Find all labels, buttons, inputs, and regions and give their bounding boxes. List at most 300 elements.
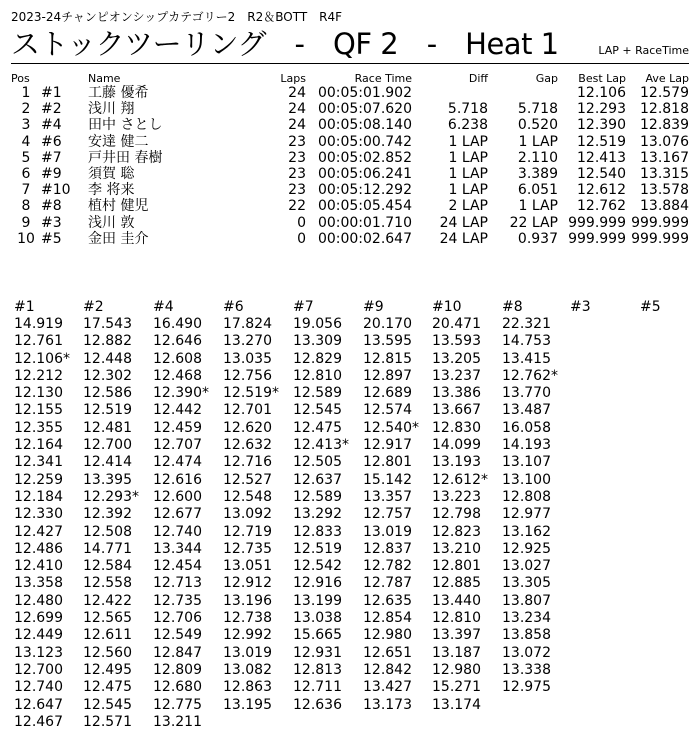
- result-no-cell: #10: [41, 182, 71, 199]
- lap-time: 13.807: [502, 592, 551, 609]
- lap-time: 12.106*: [14, 350, 70, 367]
- lap-time: 13.427: [363, 679, 412, 696]
- lap-time: 12.815: [363, 350, 412, 367]
- lap-time: 12.549: [153, 627, 202, 644]
- lap-time: 12.542: [293, 558, 342, 575]
- lap-time: 12.706: [153, 610, 202, 627]
- lap-time: 12.646: [153, 333, 202, 350]
- lap-time: 13.395: [83, 471, 132, 488]
- result-laps-cell: 24: [288, 85, 306, 102]
- lap-time: 13.162: [502, 523, 551, 540]
- result-diff-cell: [412, 85, 488, 101]
- result-time-cell: 00:05:12.292: [317, 182, 412, 199]
- lap-time: 14.919: [14, 316, 63, 332]
- result-row: [11, 117, 689, 133]
- lap-time: 12.330: [14, 506, 63, 523]
- result-best-cell: 12.106: [577, 85, 626, 102]
- lap-time: 12.823: [432, 523, 481, 540]
- lap-time: 13.309: [293, 333, 342, 350]
- result-gap-cell: 1 LAP: [518, 198, 558, 215]
- lap-column: [14, 298, 84, 731]
- lap-time: 13.092: [223, 506, 272, 523]
- lap-time: 13.357: [363, 488, 412, 505]
- lap-time: 12.735: [223, 540, 272, 557]
- col-ave-lap: Ave Lap: [645, 72, 689, 85]
- col-diff: Diff: [468, 72, 488, 85]
- lap-time: 12.830: [432, 419, 481, 436]
- lap-time: 12.589: [293, 488, 342, 505]
- lap-time: 12.689: [363, 385, 412, 402]
- lap-time: 12.448: [83, 350, 132, 367]
- lap-column-header: #3: [570, 299, 591, 315]
- result-pos-cell: 2: [21, 101, 31, 118]
- lap-time: 12.775: [153, 696, 202, 713]
- lap-time: 12.410: [14, 558, 63, 575]
- lap-time: 13.237: [432, 367, 481, 384]
- lap-time: 12.130: [14, 385, 63, 402]
- header-divider: [11, 63, 689, 64]
- result-no-cell: #8: [41, 198, 62, 215]
- result-gap-cell: 0.937: [517, 230, 558, 247]
- lap-time: 13.035: [223, 350, 272, 367]
- lap-time: 12.212: [14, 367, 63, 384]
- lap-time: 13.199: [293, 592, 342, 609]
- lap-time: 13.100: [502, 471, 551, 488]
- lap-column: [363, 298, 433, 714]
- lap-time: 12.897: [363, 367, 412, 384]
- result-row: [11, 85, 689, 101]
- result-time-cell: 00:00:02.647: [317, 230, 412, 247]
- result-diff-cell: 1 LAP: [448, 133, 488, 150]
- lap-time: 12.427: [14, 523, 63, 540]
- lap-time: 20.170: [363, 316, 412, 332]
- lap-time: 12.293*: [83, 488, 139, 505]
- lap-time: 12.574: [363, 402, 412, 419]
- lap-time: 12.980: [432, 661, 481, 678]
- lap-time: 15.665: [293, 627, 342, 644]
- lap-time: 13.667: [432, 402, 481, 419]
- result-row: [11, 150, 689, 166]
- lap-time: 12.735: [153, 592, 202, 609]
- lap-time: 13.858: [502, 627, 551, 644]
- lap-time: 22.321: [502, 316, 551, 332]
- lap-time: 12.719: [223, 523, 272, 540]
- lap-time: 12.302: [83, 367, 132, 384]
- result-gap-cell: 2.110: [517, 149, 558, 166]
- lap-column-header: #9: [363, 299, 384, 315]
- lap-time: 13.019: [363, 523, 412, 540]
- col-name: Name: [88, 72, 121, 85]
- lap-time: 12.164: [14, 437, 63, 454]
- result-ave-cell: 13.315: [640, 166, 689, 183]
- lap-time: 12.355: [14, 419, 63, 436]
- lap-time: 12.801: [363, 454, 412, 471]
- lap-time: 12.931: [293, 644, 342, 661]
- result-laps-cell: 24: [288, 117, 306, 134]
- result-name-cell: 安達 健二: [88, 133, 149, 150]
- lap-time: 13.415: [502, 350, 551, 367]
- result-pos-cell: 1: [21, 85, 31, 102]
- lap-time: 12.980: [363, 627, 412, 644]
- lap-column: [570, 298, 640, 316]
- result-diff-cell: 24 LAP: [439, 214, 488, 231]
- lap-time: 12.571: [83, 713, 132, 730]
- result-no-cell: #5: [41, 230, 62, 247]
- lap-column-header: #10: [432, 299, 462, 315]
- page-title: ストックツーリング - QF 2 - Heat 1: [11, 27, 559, 61]
- lap-time: 12.837: [363, 540, 412, 557]
- result-name-cell: 李 将来: [88, 182, 135, 199]
- lap-time: 12.798: [432, 506, 481, 523]
- lap-time: 12.545: [83, 696, 132, 713]
- lap-time: 12.677: [153, 506, 202, 523]
- event-subtitle: 2023-24チャンピオンシップカテゴリー2 R2＆BOTT R4F: [11, 10, 343, 24]
- result-no-cell: #6: [41, 133, 62, 150]
- result-time-cell: 00:05:00.742: [317, 133, 412, 150]
- lap-column-header: #5: [640, 299, 661, 315]
- results-header-row: [11, 70, 689, 85]
- lap-time: 12.611: [83, 627, 132, 644]
- lap-time: 13.223: [432, 488, 481, 505]
- result-no-cell: #3: [41, 214, 62, 231]
- lap-time: 12.810: [432, 610, 481, 627]
- lap-time: 12.560: [83, 644, 132, 661]
- lap-time: 12.468: [153, 367, 202, 384]
- result-name-cell: 金田 圭介: [88, 230, 149, 247]
- lap-time: 12.600: [153, 488, 202, 505]
- lap-time: 12.495: [83, 661, 132, 678]
- result-time-cell: 00:00:01.710: [317, 214, 412, 231]
- lap-time: 14.753: [502, 333, 551, 350]
- col-laps: Laps: [280, 72, 306, 85]
- lap-time: 13.187: [432, 644, 481, 661]
- result-no-cell: #1: [41, 85, 62, 102]
- lap-time: 12.680: [153, 679, 202, 696]
- lap-time: 12.459: [153, 419, 202, 436]
- lap-time: 12.508: [83, 523, 132, 540]
- lap-time: 12.616: [153, 471, 202, 488]
- lap-time: 13.019: [223, 644, 272, 661]
- lap-time: 12.829: [293, 350, 342, 367]
- result-row: [11, 182, 689, 198]
- result-pos-cell: 7: [21, 182, 31, 199]
- lap-time: 12.713: [153, 575, 202, 592]
- result-best-cell: 12.390: [577, 117, 626, 134]
- lap-time: 13.386: [432, 385, 481, 402]
- lap-column-header: #8: [502, 299, 523, 315]
- lap-column: [640, 298, 700, 316]
- lap-time: 12.422: [83, 592, 132, 609]
- result-ave-cell: 12.839: [640, 117, 689, 134]
- lap-column-header: #2: [83, 299, 104, 315]
- lap-time: 12.612*: [432, 471, 488, 488]
- lap-time: 14.193: [502, 437, 551, 454]
- result-name-cell: 浅川 敦: [88, 214, 135, 231]
- result-name-cell: 田中 さとし: [88, 117, 163, 134]
- lap-time: 12.481: [83, 419, 132, 436]
- result-ave-cell: 999.999: [631, 214, 689, 231]
- lap-time: 12.756: [223, 367, 272, 384]
- lap-time: 13.292: [293, 506, 342, 523]
- lap-time: 12.636: [293, 696, 342, 713]
- lap-time: 16.490: [153, 316, 202, 332]
- lap-time: 12.782: [363, 558, 412, 575]
- lap-column-header: #6: [223, 299, 244, 315]
- lap-column: [432, 298, 502, 714]
- lap-time: 17.543: [83, 316, 132, 332]
- lap-time: 12.701: [223, 402, 272, 419]
- lap-time: 12.833: [293, 523, 342, 540]
- lap-time: 12.586: [83, 385, 132, 402]
- lap-time: 12.608: [153, 350, 202, 367]
- result-diff-cell: 1 LAP: [448, 166, 488, 183]
- result-time-cell: 00:05:02.852: [317, 149, 412, 166]
- result-best-cell: 12.612: [577, 182, 626, 199]
- result-laps-cell: 0: [297, 214, 306, 231]
- lap-time: 12.711: [293, 679, 342, 696]
- result-gap-cell: 22 LAP: [509, 214, 558, 231]
- lap-time: 12.519*: [223, 385, 279, 402]
- lap-time: 12.589: [293, 385, 342, 402]
- lap-time: 12.992: [223, 627, 272, 644]
- lap-time: 12.762*: [502, 367, 558, 384]
- result-row: [11, 166, 689, 182]
- col-best-lap: Best Lap: [578, 72, 626, 85]
- lap-time: 12.916: [293, 575, 342, 592]
- lap-time: 12.414: [83, 454, 132, 471]
- result-diff-cell: 6.238: [447, 117, 488, 134]
- lap-time: 12.480: [14, 592, 63, 609]
- result-row: [11, 198, 689, 214]
- result-no-cell: #2: [41, 101, 62, 118]
- lap-time: 13.174: [432, 696, 481, 713]
- lap-time: 13.173: [363, 696, 412, 713]
- lap-time: 12.413*: [293, 437, 349, 454]
- result-best-cell: 999.999: [568, 230, 626, 247]
- result-gap-cell: 5.718: [517, 101, 558, 118]
- lap-time: 12.392: [83, 506, 132, 523]
- lap-time: 13.210: [432, 540, 481, 557]
- result-diff-cell: 5.718: [447, 101, 488, 118]
- lap-time: 12.565: [83, 610, 132, 627]
- result-gap-cell: 1 LAP: [518, 133, 558, 150]
- lap-time: 15.271: [432, 679, 481, 696]
- lap-time: 12.184: [14, 488, 63, 505]
- col-gap: Gap: [535, 72, 558, 85]
- lap-time: 16.058: [502, 419, 551, 436]
- lap-time: 12.912: [223, 575, 272, 592]
- result-pos-cell: 9: [21, 214, 31, 231]
- result-diff-cell: 1 LAP: [448, 182, 488, 199]
- lap-time: 13.338: [502, 661, 551, 678]
- lap-time: 12.341: [14, 454, 63, 471]
- lap-time: 13.593: [432, 333, 481, 350]
- lap-time: 12.527: [223, 471, 272, 488]
- result-diff-cell: 1 LAP: [448, 149, 488, 166]
- result-row: [11, 101, 689, 117]
- lap-time: 12.700: [83, 437, 132, 454]
- result-time-cell: 00:05:07.620: [317, 101, 412, 118]
- lap-time: 13.211: [153, 713, 202, 730]
- lap-time: 12.813: [293, 661, 342, 678]
- lap-column-header: #1: [14, 299, 35, 315]
- result-diff-cell: 24 LAP: [439, 230, 488, 247]
- lap-time: 12.651: [363, 644, 412, 661]
- lap-time: 12.699: [14, 610, 63, 627]
- result-gap-cell: 0.520: [517, 117, 558, 134]
- result-ave-cell: 13.167: [640, 149, 689, 166]
- lap-time: 12.847: [153, 644, 202, 661]
- result-pos-cell: 6: [21, 166, 31, 183]
- lap-time: 12.647: [14, 696, 63, 713]
- result-best-cell: 12.293: [577, 101, 626, 118]
- lap-time: 12.977: [502, 506, 551, 523]
- result-ave-cell: 999.999: [631, 230, 689, 247]
- lap-time: 13.344: [153, 540, 202, 557]
- lap-time: 12.740: [14, 679, 63, 696]
- result-ave-cell: 13.578: [640, 182, 689, 199]
- lap-time: 12.808: [502, 488, 551, 505]
- lap-time: 12.810: [293, 367, 342, 384]
- lap-time: 13.051: [223, 558, 272, 575]
- lap-time: 12.475: [293, 419, 342, 436]
- result-pos-cell: 4: [21, 133, 31, 150]
- lap-time: 12.475: [83, 679, 132, 696]
- lap-time: 12.635: [363, 592, 412, 609]
- lap-time: 19.056: [293, 316, 342, 332]
- result-ave-cell: 13.884: [640, 198, 689, 215]
- lap-time: 13.440: [432, 592, 481, 609]
- lap-time: 13.038: [293, 610, 342, 627]
- result-laps-cell: 22: [288, 198, 306, 215]
- result-ave-cell: 12.818: [640, 101, 689, 118]
- lap-time: 12.548: [223, 488, 272, 505]
- lap-time: 13.270: [223, 333, 272, 350]
- result-time-cell: 00:05:08.140: [317, 117, 412, 134]
- lap-time: 14.099: [432, 437, 481, 454]
- result-gap-cell: [488, 85, 558, 101]
- lap-time: 12.259: [14, 471, 63, 488]
- lap-time: 13.205: [432, 350, 481, 367]
- result-ave-cell: 12.579: [640, 85, 689, 102]
- result-time-cell: 00:05:06.241: [317, 166, 412, 183]
- lap-time: 12.442: [153, 402, 202, 419]
- result-no-cell: #9: [41, 166, 62, 183]
- lap-time: 12.761: [14, 333, 63, 350]
- lap-time: 20.471: [432, 316, 481, 332]
- lap-time: 12.925: [502, 540, 551, 557]
- result-best-cell: 999.999: [568, 214, 626, 231]
- result-best-cell: 12.540: [577, 166, 626, 183]
- result-no-cell: #4: [41, 117, 62, 134]
- result-time-cell: 00:05:01.902: [317, 85, 412, 102]
- result-laps-cell: 0: [297, 230, 306, 247]
- result-name-cell: 工藤 優希: [88, 85, 149, 102]
- lap-time: 13.193: [432, 454, 481, 471]
- result-pos-cell: 8: [21, 198, 31, 215]
- result-laps-cell: 24: [288, 101, 306, 118]
- lap-time: 12.757: [363, 506, 412, 523]
- lap-time: 12.584: [83, 558, 132, 575]
- lap-time: 12.540*: [363, 419, 419, 436]
- result-pos-cell: 3: [21, 117, 31, 134]
- lap-time: 13.397: [432, 627, 481, 644]
- lap-time: 12.505: [293, 454, 342, 471]
- result-gap-cell: 3.389: [517, 166, 558, 183]
- lap-time: 12.474: [153, 454, 202, 471]
- result-pos-cell: 10: [17, 230, 35, 247]
- lap-column-header: #7: [293, 299, 314, 315]
- lap-time: 12.842: [363, 661, 412, 678]
- result-row: [11, 134, 689, 150]
- results-table: [11, 70, 689, 247]
- lap-time: 12.632: [223, 437, 272, 454]
- lap-time: 12.558: [83, 575, 132, 592]
- lap-time: 12.863: [223, 679, 272, 696]
- lap-time: 12.545: [293, 402, 342, 419]
- lap-time: 15.142: [363, 471, 412, 488]
- lap-column: [153, 298, 223, 731]
- lap-column-header: #4: [153, 299, 174, 315]
- lap-column: [293, 298, 363, 714]
- result-no-cell: #7: [41, 149, 62, 166]
- lap-time: 12.390*: [153, 385, 209, 402]
- lap-column: [502, 298, 572, 697]
- lap-time: 13.595: [363, 333, 412, 350]
- lap-time: 13.107: [502, 454, 551, 471]
- lap-time: 12.519: [83, 402, 132, 419]
- lap-time: 12.519: [293, 540, 342, 557]
- result-name-cell: 植村 健児: [88, 198, 149, 215]
- result-laps-cell: 23: [288, 149, 306, 166]
- result-time-cell: 00:05:05.454: [317, 198, 412, 215]
- col-pos: Pos: [11, 72, 30, 85]
- result-laps-cell: 23: [288, 166, 306, 183]
- result-name-cell: 戸井田 春樹: [88, 149, 163, 166]
- lap-time: 13.195: [223, 696, 272, 713]
- lap-time: 12.486: [14, 540, 63, 557]
- result-best-cell: 12.762: [577, 198, 626, 215]
- result-diff-cell: 2 LAP: [448, 198, 488, 215]
- lap-time: 12.975: [502, 679, 551, 696]
- lap-time: 12.155: [14, 402, 63, 419]
- col-race-time: Race Time: [354, 72, 412, 85]
- lap-time: 12.700: [14, 661, 63, 678]
- lap-time: 13.234: [502, 610, 551, 627]
- result-gap-cell: 6.051: [517, 182, 558, 199]
- lap-time: 12.801: [432, 558, 481, 575]
- result-pos-cell: 5: [21, 149, 31, 166]
- lap-time: 13.082: [223, 661, 272, 678]
- result-row: [11, 231, 689, 247]
- lap-time: 13.487: [502, 402, 551, 419]
- lap-time: 13.770: [502, 385, 551, 402]
- lap-time: 12.740: [153, 523, 202, 540]
- lap-time: 17.824: [223, 316, 272, 332]
- result-name-cell: 浅川 翔: [88, 101, 135, 118]
- result-best-cell: 12.519: [577, 133, 626, 150]
- lap-time: 12.620: [223, 419, 272, 436]
- lap-time: 12.738: [223, 610, 272, 627]
- lap-time: 13.123: [14, 644, 63, 661]
- lap-column: [223, 298, 293, 714]
- lap-time: 13.027: [502, 558, 551, 575]
- result-laps-cell: 23: [288, 182, 306, 199]
- result-name-cell: 須賀 聡: [88, 166, 135, 183]
- lap-time: 12.917: [363, 437, 412, 454]
- lap-time: 13.072: [502, 644, 551, 661]
- lap-time: 12.716: [223, 454, 272, 471]
